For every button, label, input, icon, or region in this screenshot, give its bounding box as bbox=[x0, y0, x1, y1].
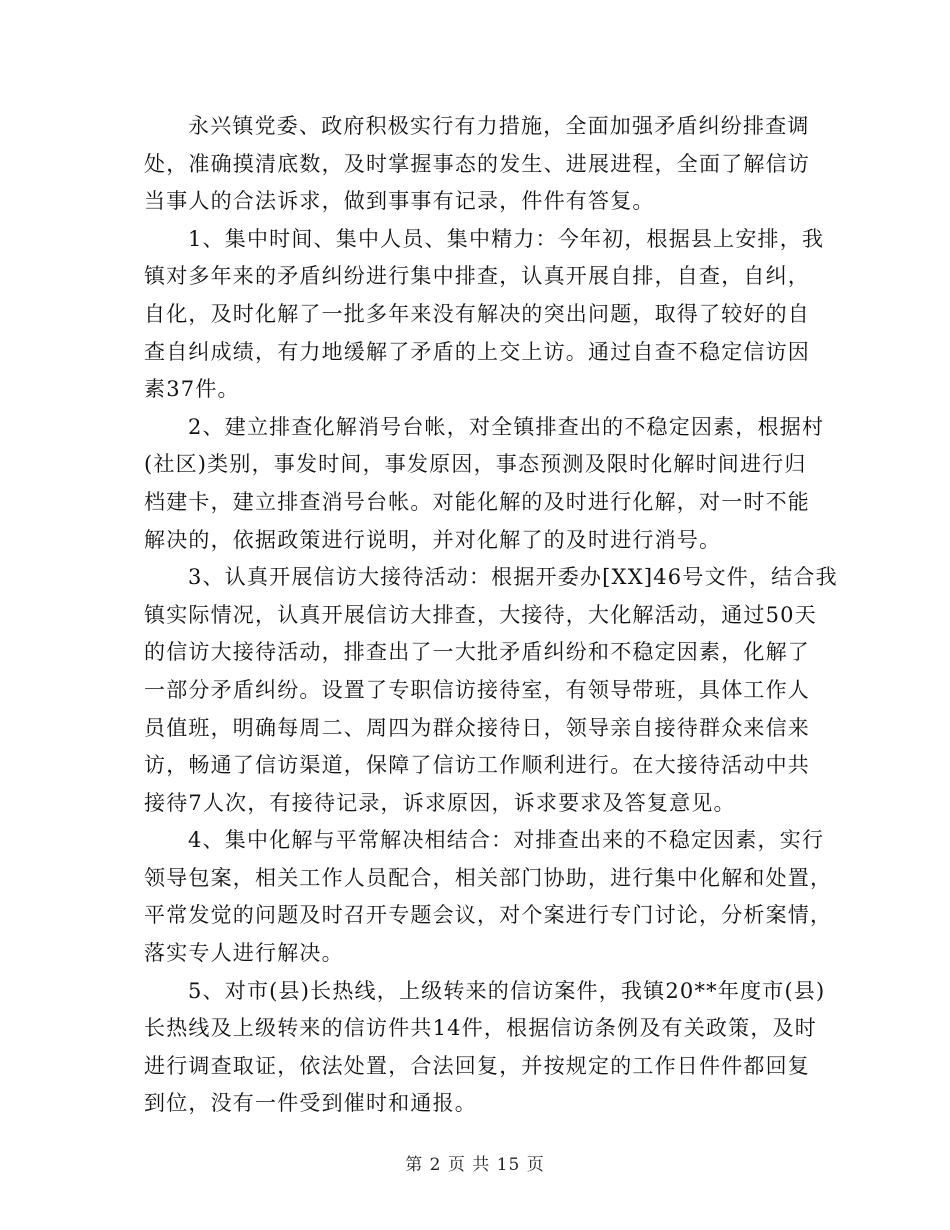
text-line: 1、集中时间、集中人员、集中精力：今年初，根据县上安排，我 bbox=[188, 226, 825, 251]
text-line: 档建卡，建立排查消号台帐。对能化解的及时进行化解，对一时不能 bbox=[144, 489, 810, 514]
text-line: 处，准确摸清底数，及时掌握事态的发生、进展进程，全面了解信访 bbox=[144, 151, 810, 176]
text-line: 员值班，明确每周二、周四为群众接待日，领导亲自接待群众来信来 bbox=[144, 715, 810, 740]
text-line: 落实专人进行解决。 bbox=[144, 941, 344, 966]
text-line: 访，畅通了信访渠道，保障了信访工作顺利进行。在大接待活动中共 bbox=[144, 753, 810, 778]
text-line: 解决的，依据政策进行说明，并对化解了的及时进行消号。 bbox=[144, 527, 722, 552]
text-line: 平常发觉的问题及时召开专题会议，对个案进行专门讨论，分析案情， bbox=[144, 903, 833, 928]
text-line: 长热线及上级转来的信访件共14件，根据信访条例及有关政策，及时 bbox=[144, 1016, 817, 1041]
paragraph-item-3 bbox=[144, 559, 838, 822]
text-line: 镇实际情况，认真开展信访大排查，大接待，大化解活动，通过50天 bbox=[144, 602, 817, 627]
paragraph-item-2 bbox=[144, 409, 825, 559]
text-line: 4、集中化解与平常解决相结合：对排查出来的不稳定因素，实行 bbox=[188, 828, 825, 853]
paragraph-item-5 bbox=[144, 973, 826, 1123]
text-line: 永兴镇党委、政府积极实行有力措施，全面加强矛盾纠纷排查调 bbox=[188, 114, 810, 138]
text-line: 到位，没有一件受到催时和通报。 bbox=[144, 1091, 477, 1116]
text-line: 当事人的合法诉求，做到事事有记录，件件有答复。 bbox=[144, 189, 655, 214]
text-line: 接待7人次，有接待记录，诉求原因，诉求要求及答复意见。 bbox=[144, 790, 736, 815]
text-line: 3、认真开展信访大接待活动：根据开委办[XX]46号文件，结合我 bbox=[188, 565, 838, 590]
page-number-footer: 第 2 页 共 15 页 bbox=[405, 1155, 545, 1175]
text-line: 领导包案，相关工作人员配合，相关部门协助，进行集中化解和处置， bbox=[144, 865, 833, 890]
text-line: 5、对市(县)长热线，上级转来的信访案件，我镇20**年度市(县) bbox=[188, 978, 826, 1003]
text-line: 查自纠成绩，有力地缓解了矛盾的上交上访。通过自查不稳定信访因 bbox=[144, 339, 810, 364]
text-line: 镇对多年来的矛盾纠纷进行集中排查，认真开展自排，自查，自纠， bbox=[144, 264, 810, 289]
document-body bbox=[144, 108, 838, 1123]
text-line: 素37件。 bbox=[144, 377, 240, 402]
text-line: (社区)类别，事发时间，事发原因，事态预测及限时化解时间进行归 bbox=[144, 452, 807, 477]
text-line: 的信访大接待活动，排查出了一大批矛盾纠纷和不稳定因素，化解了 bbox=[144, 640, 810, 665]
paragraph-item-1 bbox=[144, 221, 825, 409]
paragraph-item-4 bbox=[144, 822, 833, 972]
text-line: 一部分矛盾纠纷。设置了专职信访接待室，有领导带班，具体工作人 bbox=[144, 677, 810, 702]
text-line: 进行调查取证，依法处置，合法回复，并按规定的工作日件件都回复 bbox=[144, 1053, 810, 1078]
text-line: 自化，及时化解了一批多年来没有解决的突出问题，取得了较好的自 bbox=[144, 301, 810, 326]
text-line: 2、建立排查化解消号台帐，对全镇排查出的不稳定因素，根据村 bbox=[188, 414, 825, 439]
paragraph-intro bbox=[144, 108, 812, 221]
